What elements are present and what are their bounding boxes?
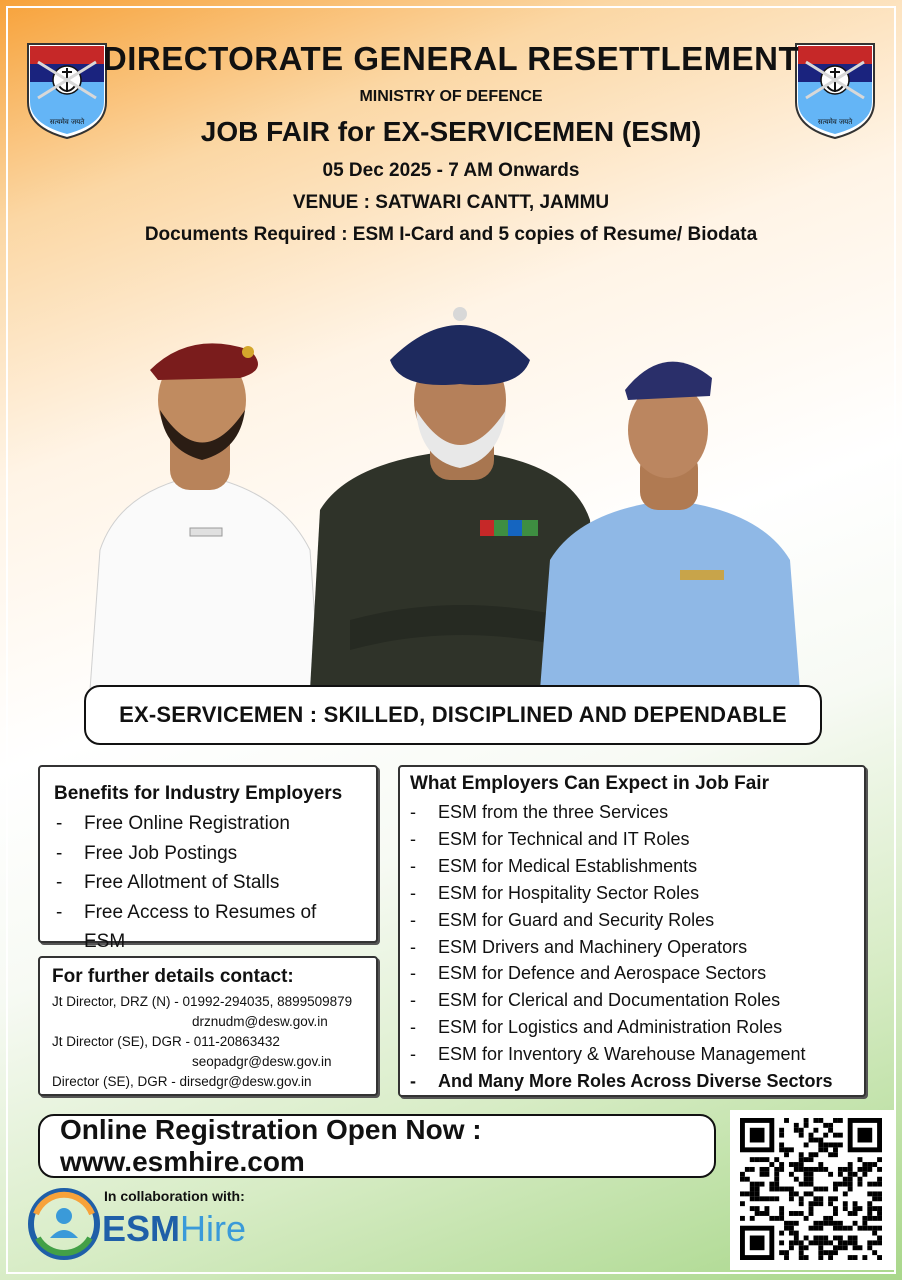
benefits-title: Benefits for Industry Employers	[54, 783, 343, 804]
ministry-subtitle: MINISTRY OF DEFENCE	[359, 88, 543, 105]
contact-title: For further details contact:	[52, 966, 294, 987]
contact-box	[38, 956, 378, 1096]
contact-email[interactable]: seopadgr@desw.gov.in	[192, 1054, 332, 1069]
contact-row: Director (SE), DGR - dirsedgr@desw.gov.in	[52, 1074, 312, 1089]
navy-serviceman	[90, 343, 320, 690]
event-title: JOB FAIR for EX-SERVICEMEN (ESM)	[200, 116, 702, 147]
contact-email[interactable]: drznudm@desw.gov.in	[192, 1014, 328, 1029]
event-venue: VENUE : SATWARI CANTT, JAMMU	[292, 192, 610, 213]
esm-hire-wordmark: ESMHire	[102, 1208, 247, 1249]
list-item: - ESM Drivers and Machinery Operators	[410, 936, 748, 957]
event-date: 05 Dec 2025 - 7 AM Onwards	[322, 160, 580, 181]
list-item: - ESM from the three Services	[410, 802, 669, 822]
svg-text:सत्यमेव जयते: सत्यमेव जयते	[817, 118, 853, 126]
list-item: - ESM for Clerical and Documentation Roles	[410, 990, 781, 1011]
expect-box	[398, 765, 866, 1097]
list-item: - Free Online Registration	[56, 813, 290, 834]
list-item: - Free Allotment of Stalls	[56, 872, 280, 893]
esm-hire-logo-icon	[28, 1188, 100, 1260]
qr-code-image	[740, 1118, 882, 1260]
list-item: - ESM for Technical and IT Roles	[410, 828, 690, 849]
list-item: - Free Job Postings	[56, 842, 238, 864]
tagline-banner: EX-SERVICEMEN : SKILLED, DISCIPLINED AND DEPENDABLE	[84, 685, 822, 745]
list-item: - ESM for Defence and Aerospace Sectors	[410, 963, 767, 984]
svg-text:सत्यमेव जयते: सत्यमेव जयते	[49, 118, 85, 126]
contact-row: Jt Director, DRZ (N) - 01992-294035, 8899509879	[52, 994, 353, 1009]
benefits-list	[54, 809, 362, 957]
documents-required: Documents Required : ESM I-Card and 5 copies of Resume/ Biodata	[144, 224, 758, 245]
org-title: DIRECTORATE GENERAL RESETTLEMENT	[102, 40, 800, 77]
list-item: - ESM for Hospitality Sector Roles	[410, 882, 700, 903]
list-item: - And Many More Roles Across Diverse Sectors	[410, 1071, 833, 1092]
list-item: - ESM for Guard and Security Roles	[410, 909, 715, 930]
collab-label: In collaboration with:	[104, 1188, 245, 1204]
benefits-box	[38, 765, 378, 952]
list-item: - ESM for Inventory & Warehouse Management	[410, 1044, 806, 1065]
contact-row: Jt Director (SE), DGR - 011-20863432	[52, 1034, 280, 1049]
list-item: - ESM for Medical Establishments	[410, 855, 698, 876]
servicemen-photo	[80, 300, 820, 690]
list-item: - ESM for Logistics and Administration Roles	[410, 1017, 783, 1038]
qr-code[interactable]	[730, 1110, 894, 1270]
registration-banner[interactable]: Online Registration Open Now : www.esmhire.com	[38, 1114, 716, 1178]
expect-list	[410, 799, 854, 1095]
list-item: - Free Access to Resumes of ESM	[56, 901, 317, 952]
expect-title: What Employers Can Expect in Job Fair	[410, 773, 769, 794]
